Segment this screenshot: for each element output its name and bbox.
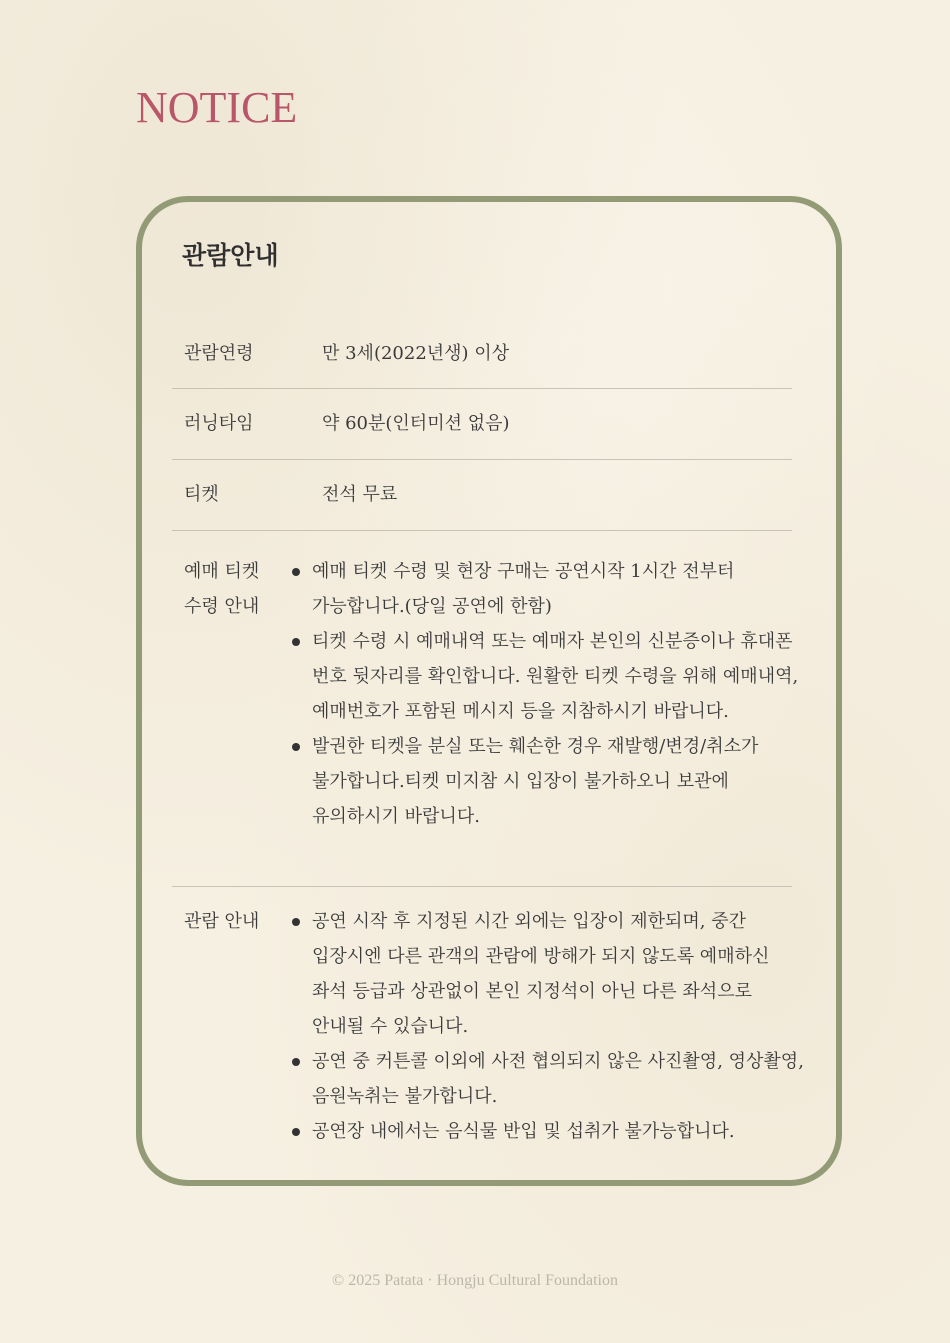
row-value: 약 60분(인터미션 없음) [322,413,510,434]
list-item [290,1044,806,1114]
divider [172,459,792,460]
viewing-list [290,904,806,1149]
bullet-icon [292,1128,300,1136]
divider [172,530,792,531]
ticket-pickup-list [290,554,806,834]
footer-copyright: © 2025 Patata · Hongju Cultural Foundation [332,1272,618,1289]
row-label-line: 예매 티켓 [184,561,260,582]
list-item-text: 티켓 수령 시 예매내역 또는 예매자 본인의 신분증이나 휴대폰 번호 뒷자리를 확인합니다. 원활한 티켓 수령을 위해 예매내역, 예매번호가 포함된 메시지 등을 지참하시기 바랍니다. [312,631,799,722]
list-item [290,904,806,1044]
row-label: 러닝타임 [184,413,254,434]
bullet-icon [292,568,300,576]
row-value: 전석 무료 [322,484,398,505]
divider [172,886,792,887]
row-label [184,554,294,624]
info-card [136,196,842,1186]
divider [172,388,792,389]
list-item-text: 공연 시작 후 지정된 시간 외에는 입장이 제한되며, 중간 입장시엔 다른 관객의 관람에 방해가 되지 않도록 예매하신 좌석 등급과 상관없이 본인 지정석이 아닌 다른 좌석으로 안내될 수 있습니다. [312,911,770,1037]
row-label: 관람 안내 [184,911,260,932]
list-item-text: 공연 중 커튼콜 이외에 사전 협의되지 않은 사진촬영, 영상촬영, 음원녹취는 불가합니다. [312,1051,804,1107]
bullet-icon [292,743,300,751]
list-item [290,624,806,729]
row-label-line: 수령 안내 [184,596,260,617]
list-item [290,554,806,624]
row-value: 만 3세(2022년생) 이상 [322,343,510,364]
card-title: 관람안내 [182,241,279,270]
list-item [290,729,806,834]
list-item-text: 예매 티켓 수령 및 현장 구매는 공연시작 1시간 전부터 가능합니다.(당일 공연에 한함) [312,561,735,617]
notice-title: NOTICE [136,83,298,132]
bullet-icon [292,638,300,646]
bullet-icon [292,1058,300,1066]
list-item [290,1114,806,1149]
list-item-text: 발권한 티켓을 분실 또는 훼손한 경우 재발행/변경/취소가 불가합니다.티켓 미지참 시 입장이 불가하오니 보관에 유의하시기 바랍니다. [312,736,759,827]
bullet-icon [292,918,300,926]
list-item-text: 공연장 내에서는 음식물 반입 및 섭취가 불가능합니다. [312,1121,735,1142]
row-label: 티켓 [184,484,219,505]
row-label: 관람연령 [184,343,254,364]
